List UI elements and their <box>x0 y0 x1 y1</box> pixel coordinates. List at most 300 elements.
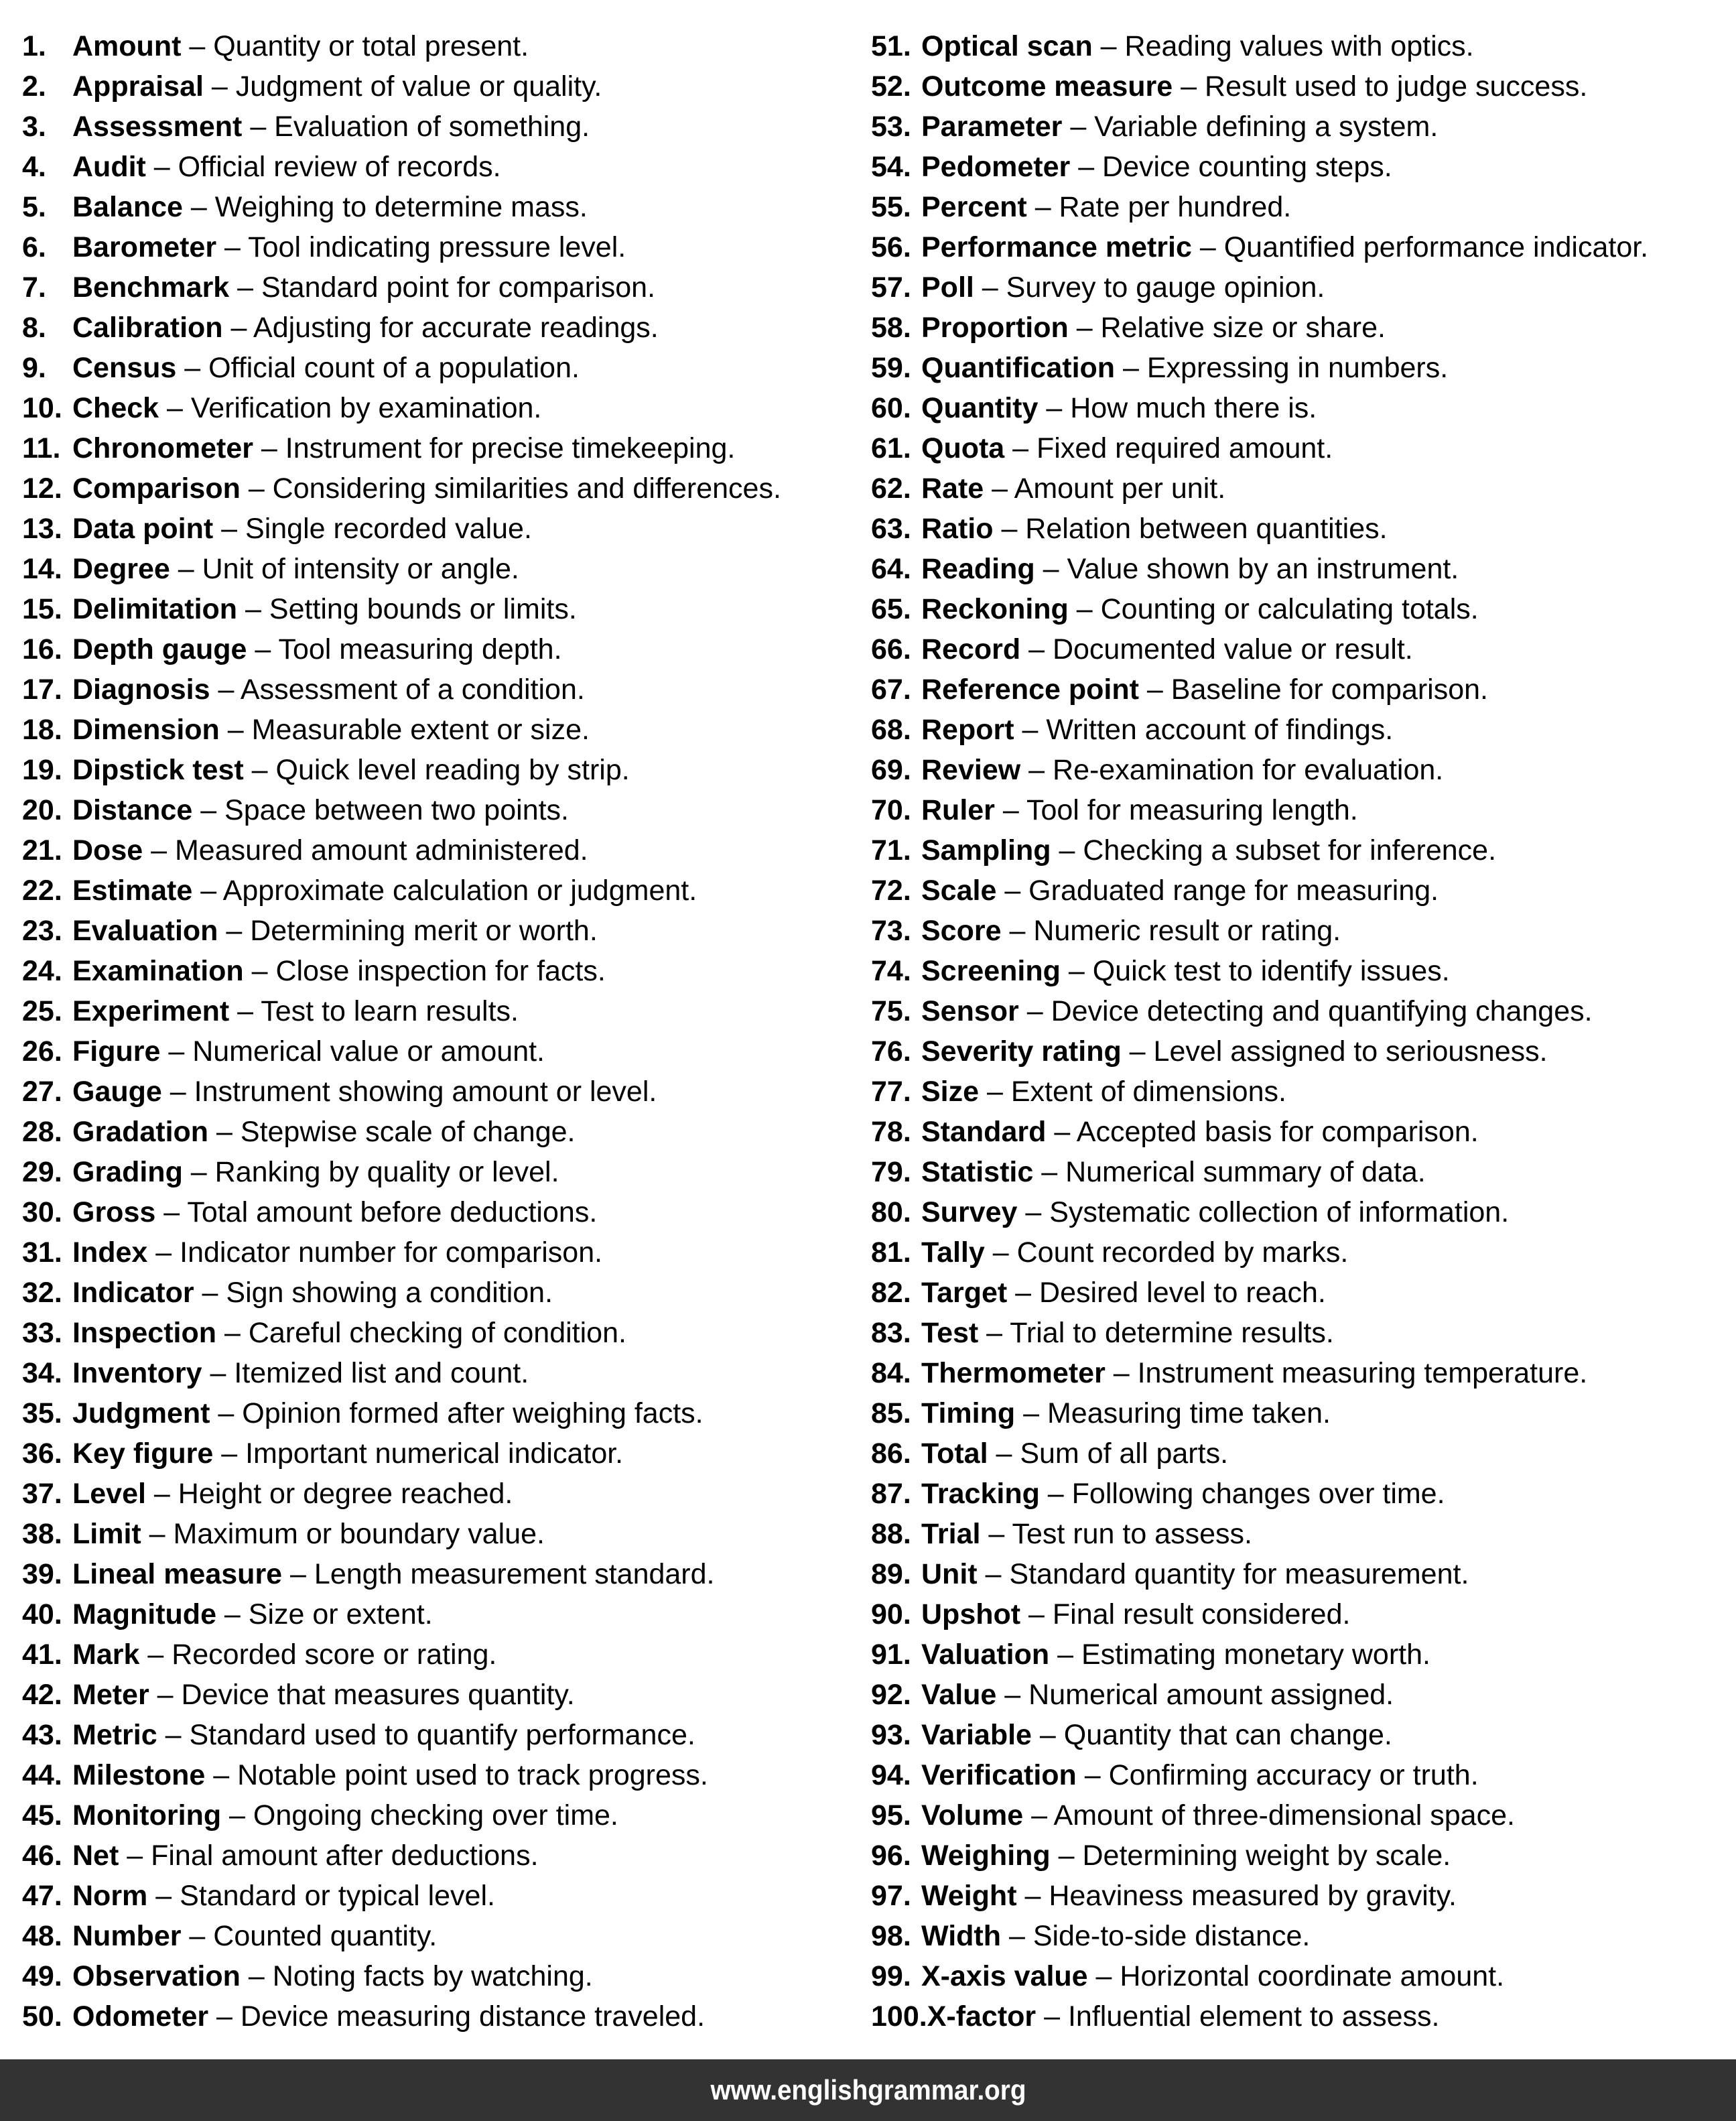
item-number: 10. <box>22 391 62 424</box>
item-definition: – Opinion formed after weighing facts. <box>210 1397 704 1429</box>
item-definition: – Count recorded by marks. <box>984 1236 1349 1269</box>
item-number: 5. <box>22 190 46 223</box>
item-number: 93. <box>871 1718 911 1751</box>
item-definition: – Ranking by quality or level. <box>182 1155 559 1188</box>
item-term: Depth gauge <box>72 633 247 665</box>
item-definition: – Relation between quantities. <box>993 512 1388 545</box>
item-term: Trial <box>921 1517 981 1550</box>
footer-url: www.englishgrammar.org <box>710 2074 1026 2106</box>
item-term: Monitoring <box>72 1799 222 1831</box>
item-term: Valuation <box>921 1638 1050 1671</box>
item-definition: – Measuring time taken. <box>1015 1397 1331 1429</box>
item-text <box>72 1477 513 1510</box>
item-term: Weight <box>921 1879 1017 1912</box>
item-definition: – Instrument showing amount or level. <box>161 1075 657 1108</box>
item-number: 86. <box>871 1437 911 1470</box>
item-term: Dimension <box>72 713 220 746</box>
item-definition: – Stepwise scale of change. <box>208 1115 576 1148</box>
item-number: 12. <box>22 472 62 505</box>
item-term: Size <box>921 1075 980 1108</box>
item-number: 99. <box>871 1959 911 1992</box>
item-number: 47. <box>22 1879 62 1912</box>
item-text <box>72 1316 626 1349</box>
item-text <box>921 874 1439 907</box>
item-text <box>921 1477 1445 1510</box>
item-definition: – Reading values with optics. <box>1092 29 1474 62</box>
list-item <box>22 428 781 468</box>
item-definition: – Height or degree reached. <box>145 1477 513 1510</box>
item-number: 29. <box>22 1155 62 1188</box>
item-definition: – Numerical value or amount. <box>160 1035 545 1068</box>
list-item <box>22 1634 781 1675</box>
item-definition: – Device that measures quantity. <box>149 1678 575 1711</box>
item-text <box>72 1718 695 1751</box>
item-term: Record <box>921 633 1021 665</box>
item-number: 88. <box>871 1517 911 1550</box>
item-number: 53. <box>871 110 911 143</box>
list-item <box>22 911 781 951</box>
list-item <box>871 669 1648 710</box>
item-number: 44. <box>22 1758 62 1791</box>
list-item <box>22 468 781 509</box>
item-text <box>72 552 519 585</box>
list-item <box>22 1836 781 1876</box>
item-number: 8. <box>22 311 46 344</box>
item-text <box>72 836 588 865</box>
item-number: 98. <box>871 1919 911 1952</box>
item-term: Odometer <box>72 2000 209 2033</box>
item-term: Score <box>921 914 1002 947</box>
item-term: Dose <box>72 834 143 866</box>
list-item <box>22 1594 781 1634</box>
item-number: 14. <box>22 552 62 585</box>
list-item <box>22 589 781 629</box>
item-number: 1. <box>22 29 46 62</box>
item-term: Sensor <box>921 994 1019 1027</box>
item-number: 33. <box>22 1316 62 1349</box>
item-text <box>72 1600 433 1629</box>
item-number: 62. <box>871 472 911 505</box>
item-term: Chronometer <box>72 432 253 464</box>
item-number: 96. <box>871 1839 911 1872</box>
item-definition: – Confirming accuracy or truth. <box>1076 1758 1479 1791</box>
list-item <box>22 951 781 991</box>
list-item <box>871 509 1648 549</box>
list-item <box>871 1634 1648 1675</box>
item-definition: – Horizontal coordinate amount. <box>1087 1959 1505 1992</box>
list-item <box>22 1715 781 1755</box>
item-text <box>921 1718 1392 1751</box>
list-item <box>871 187 1648 227</box>
item-text <box>72 1155 559 1188</box>
item-term: Estimate <box>72 874 193 907</box>
item-number: 74. <box>871 954 911 987</box>
item-text <box>921 914 1341 947</box>
item-text <box>921 1037 1548 1066</box>
list-item <box>871 1273 1648 1313</box>
item-term: Benchmark <box>72 271 230 304</box>
item-definition: – Instrument for precise timekeeping. <box>253 432 736 464</box>
item-number: 9. <box>22 351 46 384</box>
item-term: Proportion <box>921 311 1069 344</box>
list-column-right <box>871 26 1648 2037</box>
item-definition: – Counting or calculating totals. <box>1068 592 1479 625</box>
list-item <box>22 1996 781 2037</box>
item-text <box>921 592 1479 625</box>
item-number: 11. <box>22 432 61 464</box>
item-number: 100. <box>871 2000 927 2033</box>
item-term: Net <box>72 1839 119 1872</box>
item-definition: – Final amount after deductions. <box>119 1839 539 1872</box>
list-item <box>871 1353 1648 1393</box>
list-item <box>22 790 781 830</box>
item-text <box>72 512 532 545</box>
item-term: Appraisal <box>72 70 204 103</box>
item-text <box>921 1600 1350 1629</box>
item-term: Inspection <box>72 1316 217 1349</box>
list-item <box>22 509 781 549</box>
item-text <box>72 311 659 344</box>
item-term: Quota <box>921 432 1005 464</box>
item-text <box>72 1356 529 1389</box>
list-item <box>871 348 1648 388</box>
list-item <box>22 1353 781 1393</box>
item-definition: – Considering similarities and differences. <box>240 472 781 505</box>
item-term: Inventory <box>72 1356 202 1389</box>
item-number: 79. <box>871 1155 911 1188</box>
item-number: 66. <box>871 633 911 665</box>
item-definition: – Evaluation of something. <box>242 110 590 143</box>
item-term: Judgment <box>72 1397 210 1429</box>
item-text <box>72 1517 545 1550</box>
list-item <box>871 629 1648 669</box>
list-item <box>871 830 1648 871</box>
item-term: Indicator <box>72 1276 194 1309</box>
item-text <box>921 1758 1479 1791</box>
item-text <box>921 1439 1228 1468</box>
item-number: 51. <box>871 29 911 62</box>
item-number: 64. <box>871 552 911 585</box>
item-definition: – Determining weight by scale. <box>1050 1839 1451 1872</box>
item-term: Parameter <box>921 110 1063 143</box>
item-term: Delimitation <box>72 592 238 625</box>
list-item <box>22 710 781 750</box>
item-number: 69. <box>871 753 911 786</box>
item-number: 85. <box>871 1397 911 1429</box>
item-term: Tally <box>921 1236 985 1269</box>
item-definition: – Size or extent. <box>216 1598 433 1630</box>
item-number: 46. <box>22 1839 62 1872</box>
item-text <box>921 753 1444 786</box>
item-definition: – Maximum or boundary value. <box>141 1517 545 1550</box>
item-text <box>72 1959 593 1992</box>
item-definition: – Approximate calculation or judgment. <box>192 874 697 907</box>
item-text <box>921 673 1489 706</box>
item-definition: – Weighing to determine mass. <box>182 190 588 223</box>
item-number: 50. <box>22 2000 62 2033</box>
list-item <box>22 1876 781 1916</box>
list-item <box>22 1795 781 1836</box>
item-term: Outcome measure <box>921 70 1173 103</box>
item-definition: – Numerical summary of data. <box>1033 1155 1426 1188</box>
item-term: Quantity <box>921 391 1039 424</box>
list-item <box>22 227 781 267</box>
item-definition: – Influential element to assess. <box>1036 2000 1440 2033</box>
list-item <box>871 871 1648 911</box>
item-definition: – Value shown by an instrument. <box>1034 552 1459 585</box>
list-item <box>871 1393 1648 1433</box>
list-item <box>871 66 1648 107</box>
item-term: Limit <box>72 1517 141 1550</box>
item-term: Width <box>921 1919 1002 1952</box>
list-item <box>871 991 1648 1031</box>
item-text <box>921 1801 1515 1830</box>
item-text <box>921 1198 1509 1227</box>
item-text <box>72 1879 495 1912</box>
item-definition: – Final result considered. <box>1020 1598 1351 1630</box>
item-number: 56. <box>871 231 911 263</box>
list-item <box>22 1192 781 1232</box>
item-text <box>72 1557 715 1590</box>
list-item <box>871 1192 1648 1232</box>
item-number: 17. <box>22 673 62 706</box>
item-text <box>72 753 630 786</box>
item-definition: – Device measuring distance traveled. <box>208 2000 706 2033</box>
list-item <box>871 147 1648 187</box>
item-definition: – Official review of records. <box>145 150 501 183</box>
item-term: Timing <box>921 1397 1016 1429</box>
item-number: 57. <box>871 271 911 304</box>
item-number: 31. <box>22 1236 62 1269</box>
item-term: Dipstick test <box>72 753 244 786</box>
item-text <box>921 1638 1430 1671</box>
item-number: 27. <box>22 1075 62 1108</box>
item-term: Magnitude <box>72 1598 216 1630</box>
item-text <box>72 434 735 463</box>
item-definition: – Relative size or share. <box>1068 311 1386 344</box>
item-text <box>921 351 1449 384</box>
item-definition: – Desired level to reach. <box>1007 1276 1326 1309</box>
item-number: 3. <box>22 110 46 143</box>
item-text <box>72 914 598 947</box>
item-term: Gross <box>72 1196 156 1228</box>
item-term: Ratio <box>921 512 994 545</box>
item-definition: – Length measurement standard. <box>282 1557 715 1590</box>
item-number: 84. <box>871 1356 911 1389</box>
item-definition: – Sign showing a condition. <box>194 1276 553 1309</box>
item-definition: – Accepted basis for comparison. <box>1046 1115 1479 1148</box>
item-number: 6. <box>22 231 46 263</box>
list-item <box>871 388 1648 428</box>
item-definition: – Tool for measuring length. <box>994 793 1358 826</box>
item-definition: – Tool indicating pressure level. <box>216 231 626 263</box>
item-number: 90. <box>871 1598 911 1630</box>
list-item <box>871 1795 1648 1836</box>
item-term: Amount <box>72 29 182 62</box>
item-number: 60. <box>871 391 911 424</box>
item-term: Total <box>921 1437 988 1470</box>
item-text <box>921 434 1333 463</box>
list-item <box>871 1554 1648 1594</box>
item-definition: – Expressing in numbers. <box>1115 351 1449 384</box>
item-text <box>72 713 590 746</box>
item-definition: – Re-examination for evaluation. <box>1020 753 1444 786</box>
item-term: Survey <box>921 1196 1018 1228</box>
list-item <box>871 1152 1648 1192</box>
list-item <box>871 549 1648 589</box>
item-term: Volume <box>921 1799 1024 1831</box>
item-term: Key figure <box>72 1437 214 1470</box>
item-definition: – Test to learn results. <box>229 994 519 1027</box>
item-definition: – Official count of a population. <box>176 351 580 384</box>
item-term: Ruler <box>921 793 995 826</box>
item-number: 63. <box>871 512 911 545</box>
item-definition: – Measured amount administered. <box>143 834 588 866</box>
item-number: 94. <box>871 1758 911 1791</box>
list-item <box>871 1112 1648 1152</box>
item-number: 87. <box>871 1477 911 1510</box>
item-definition: – Single recorded value. <box>213 512 532 545</box>
item-term: Census <box>72 351 177 384</box>
item-term: Metric <box>72 1718 157 1751</box>
item-definition: – Extent of dimensions. <box>979 1075 1286 1108</box>
item-term: Report <box>921 713 1014 746</box>
item-text <box>72 474 781 503</box>
item-term: Index <box>72 1236 148 1269</box>
item-text <box>921 1919 1311 1952</box>
item-number: 71. <box>871 834 911 866</box>
item-definition: – Adjusting for accurate readings. <box>222 311 659 344</box>
item-number: 77. <box>871 1075 911 1108</box>
item-text <box>921 1959 1505 1992</box>
item-definition: – How much there is. <box>1038 391 1317 424</box>
list-item <box>871 1514 1648 1554</box>
item-term: Grading <box>72 1155 183 1188</box>
item-text <box>72 874 697 907</box>
item-text <box>921 1238 1348 1267</box>
list-item <box>22 1474 781 1514</box>
list-item <box>871 1715 1648 1755</box>
list-item <box>22 1072 781 1112</box>
item-text <box>72 1638 497 1671</box>
item-term: Level <box>72 1477 146 1510</box>
item-definition: – Recorded score or rating. <box>139 1638 497 1671</box>
list-item <box>871 750 1648 790</box>
item-definition: – Graduated range for measuring. <box>996 874 1439 907</box>
item-text <box>921 1517 1252 1550</box>
item-number: 4. <box>22 150 46 183</box>
item-number: 76. <box>871 1035 911 1068</box>
item-term: Verification <box>921 1758 1077 1791</box>
item-text <box>72 793 570 826</box>
item-term: Unit <box>921 1557 978 1590</box>
item-number: 75. <box>871 994 911 1027</box>
item-number: 37. <box>22 1477 62 1510</box>
item-definition: – Counted quantity. <box>181 1919 438 1952</box>
item-definition: – Careful checking of condition. <box>216 1316 626 1349</box>
list-item <box>22 267 781 308</box>
item-text <box>72 1115 576 1148</box>
item-term: Screening <box>921 954 1061 987</box>
item-definition: – Test run to assess. <box>980 1517 1252 1550</box>
item-definition: – Side-to-side distance. <box>1001 1919 1311 1952</box>
list-item <box>22 1916 781 1956</box>
item-definition: – Documented value or result. <box>1020 633 1413 665</box>
item-number: 30. <box>22 1196 62 1228</box>
list-item <box>22 1152 781 1192</box>
item-text <box>72 2002 705 2031</box>
item-text <box>921 793 1358 826</box>
item-text <box>921 635 1413 664</box>
item-text <box>72 72 602 101</box>
item-term: Rate <box>921 472 984 505</box>
item-term: Tracking <box>921 1477 1040 1510</box>
item-text <box>921 1399 1331 1428</box>
item-definition: – Baseline for comparison. <box>1138 673 1489 706</box>
item-term: Check <box>72 391 159 424</box>
item-definition: – Device counting steps. <box>1070 150 1392 183</box>
list-item <box>22 549 781 589</box>
list-item <box>22 107 781 147</box>
item-term: Performance metric <box>921 231 1192 263</box>
item-number: 28. <box>22 1115 62 1148</box>
item-definition: – Heaviness measured by gravity. <box>1016 1879 1457 1912</box>
item-number: 19. <box>22 753 62 786</box>
item-text <box>921 150 1392 183</box>
list-item <box>871 428 1648 468</box>
item-definition: – Numeric result or rating. <box>1001 914 1341 947</box>
list-item <box>871 1594 1648 1634</box>
item-number: 42. <box>22 1678 62 1711</box>
list-item <box>22 187 781 227</box>
list-item <box>22 750 781 790</box>
list-item <box>22 1755 781 1795</box>
item-definition: – Quantity that can change. <box>1031 1718 1392 1751</box>
item-term: Mark <box>72 1638 140 1671</box>
item-text <box>72 635 562 664</box>
item-definition: – Checking a subset for inference. <box>1051 834 1497 866</box>
item-text <box>921 190 1292 223</box>
item-text <box>921 713 1394 746</box>
item-definition: – Notable point used to track progress. <box>205 1758 708 1791</box>
list-item <box>871 951 1648 991</box>
item-term: Weighing <box>921 1839 1051 1872</box>
item-definition: – Numerical amount assigned. <box>996 1678 1394 1711</box>
item-term: Severity rating <box>921 1035 1122 1068</box>
list-item <box>22 1112 781 1152</box>
list-item <box>871 1313 1648 1353</box>
item-definition: – Estimating monetary worth. <box>1049 1638 1430 1671</box>
item-definition: – Standard or typical level. <box>147 1879 495 1912</box>
item-text <box>72 1198 597 1227</box>
item-number: 89. <box>871 1557 911 1590</box>
item-number: 67. <box>871 673 911 706</box>
item-text <box>72 1801 618 1830</box>
item-definition: – Systematic collection of information. <box>1017 1196 1510 1228</box>
item-number: 91. <box>871 1638 911 1671</box>
list-item <box>22 388 781 428</box>
item-text <box>921 954 1450 987</box>
item-term: Gauge <box>72 1075 162 1108</box>
list-item <box>22 1433 781 1474</box>
item-term: Assessment <box>72 110 243 143</box>
item-number: 82. <box>871 1276 911 1309</box>
item-definition: – Determining merit or worth. <box>218 914 598 947</box>
item-term: Audit <box>72 150 146 183</box>
item-text <box>921 1557 1469 1590</box>
item-number: 81. <box>871 1236 911 1269</box>
item-term: Calibration <box>72 311 223 344</box>
